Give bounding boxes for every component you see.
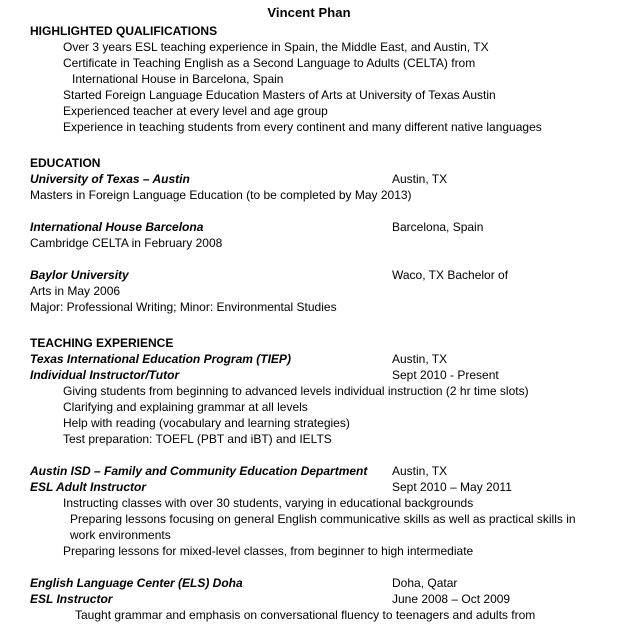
bullet-line [30,495,618,511]
bullet-text: Giving students from beginning to advanced levels individual instruction (2 hr time slots) [63,384,529,398]
section-teaching-experience [30,335,618,623]
bullet-text: Experience in teaching students from every continent and many different native languages [63,120,542,134]
bullet-text: Help with reading (vocabulary and learning strategies) [63,416,350,430]
body-line [30,283,618,299]
bullet-text: Test preparation: TOEFL (PBT and iBT) and IELTS [63,432,332,446]
body-text: Major: Professional Writing; Minor: Environmental Studies [30,300,337,314]
org-name: Texas International Education Program (TIEP) [30,352,291,366]
body-line [30,235,618,251]
entry-dates: Sept 2010 – May 2011 [392,480,512,494]
bullet-line [30,55,618,71]
org-row [30,267,618,283]
sub-bullet-text: Taught grammar and emphasis on conversational fluency to teenagers and adults from [75,608,536,622]
section-heading: TEACHING EXPERIENCE [30,336,174,350]
bullet-line [30,39,618,55]
body-text: Cambridge CELTA in February 2008 [30,236,223,250]
body-line [30,187,618,203]
role-title: Individual Instructor/Tutor [30,368,180,382]
bullet-text: Experienced teacher at every level and age group [63,104,328,118]
entry-block [30,39,618,135]
section-heading: HIGHLIGHTED QUALIFICATIONS [30,24,218,38]
org-name: Austin ISD – Family and Community Education Department [30,464,368,478]
entry-block [30,351,618,447]
entry-location: Doha, Qatar [392,576,458,590]
entry-block [30,267,618,315]
bullet-text: Started Foreign Language Education Masters of Arts at University of Texas Austin [63,88,496,102]
org-name: University of Texas – Austin [30,172,190,186]
entry-block [30,219,618,251]
org-row [30,171,618,187]
bullet-text: Preparing lessons for mixed-level classes, from beginner to high intermediate [63,544,474,558]
bullet-text: Over 3 years ESL teaching experience in Spain, the Middle East, and Austin, TX [63,40,489,54]
section-heading: EDUCATION [30,156,101,170]
org-name: Baylor University [30,268,129,282]
bullet-line [30,607,618,623]
body-line [30,299,618,315]
resume-body [0,23,618,623]
org-row [30,575,618,591]
entry-block [30,575,618,623]
bullet-line [30,511,618,527]
sub-bullet-text: Preparing lessons focusing on general English communicative skills as well as practical skills in [70,512,576,526]
org-name: English Language Center (ELS) Doha [30,576,243,590]
bullet-line [30,119,618,135]
org-row [30,351,618,367]
role-title: ESL Instructor [30,592,113,606]
role-row [30,479,618,495]
entry-location: Austin, TX [392,464,448,478]
bullet-continuation-text: International House in Barcelona, Spain [72,72,284,86]
bullet-line [30,527,618,543]
bullet-line [30,431,618,447]
section-education [30,155,618,315]
entry-location: Austin, TX [392,352,448,366]
org-name: International House Barcelona [30,220,204,234]
bullet-line [30,71,618,87]
entry-location: Barcelona, Spain [392,220,484,234]
sub-bullet-text: work environments [70,528,171,542]
candidate-name: Vincent Phan [267,5,351,20]
role-title: ESL Adult Instructor [30,480,147,494]
bullet-line [30,399,618,415]
bullet-line [30,543,618,559]
bullet-line [30,87,618,103]
org-row [30,463,618,479]
bullet-line [30,103,618,119]
bullet-text: Instructing classes with over 30 students, varying in educational backgrounds [63,496,474,510]
role-row [30,591,618,607]
body-text: Arts in May 2006 [30,284,121,298]
entry-dates: June 2008 – Oct 2009 [392,592,511,606]
entry-location: Waco, TX Bachelor of [392,268,509,282]
section-highlighted-qualifications [30,23,618,135]
bullet-text: Certificate in Teaching English as a Second Language to Adults (CELTA) from [63,56,476,70]
org-row [30,219,618,235]
bullet-text: Clarifying and explaining grammar at all levels [63,400,308,414]
entry-block [30,463,618,559]
entry-location: Austin, TX [392,172,448,186]
bullet-line [30,415,618,431]
bullet-line [30,383,618,399]
body-text: Masters in Foreign Language Education (to be completed by May 2013) [30,188,412,202]
entry-block [30,171,618,203]
role-row [30,367,618,383]
entry-dates: Sept 2010 - Present [392,368,499,382]
